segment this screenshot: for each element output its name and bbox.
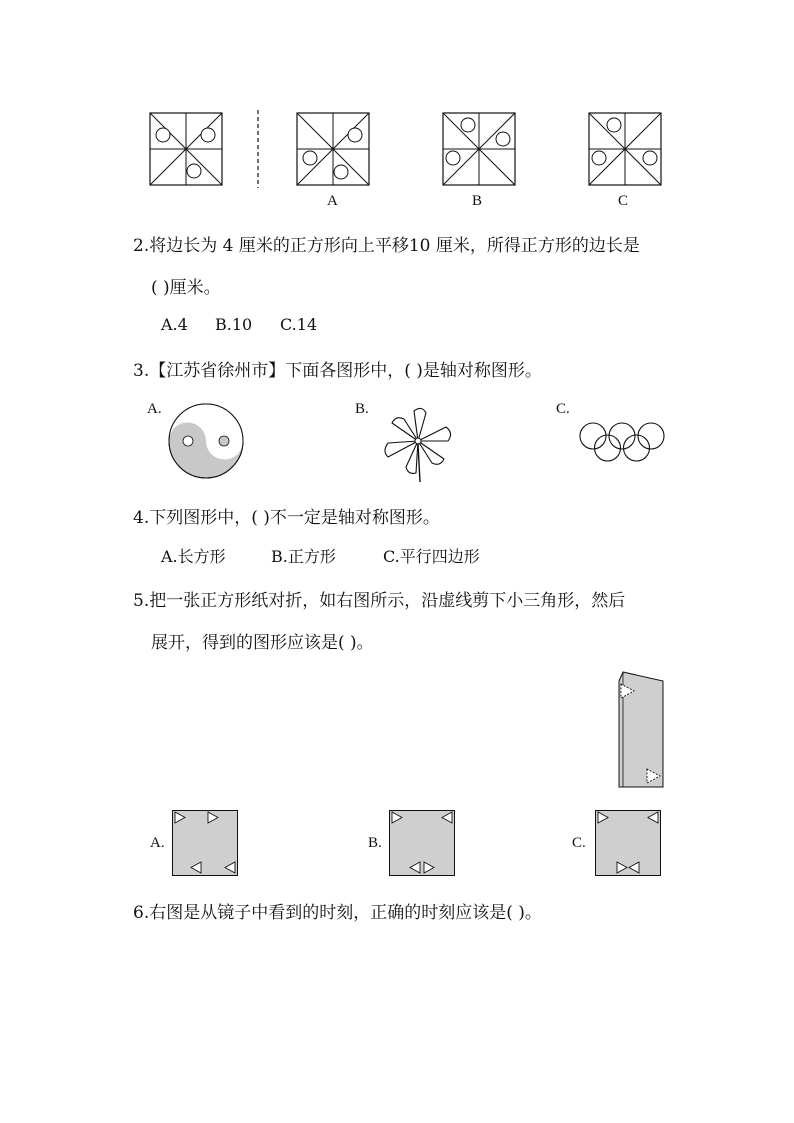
q5-option-b-label[interactable]: B.: [368, 835, 382, 851]
olympic-rings-icon: [578, 420, 666, 464]
q5-option-b-figure: [389, 810, 455, 876]
q3-option-b-label[interactable]: B.: [355, 401, 369, 417]
q2-option-a[interactable]: A.4: [161, 315, 188, 334]
yin-yang-icon: [168, 403, 244, 479]
q4-option-a[interactable]: A.长方形: [161, 547, 226, 566]
q4-option-c[interactable]: C.平行四边形: [383, 547, 480, 566]
q1-option-a-square: [297, 113, 369, 185]
q5-option-c-label[interactable]: C.: [572, 835, 586, 851]
q5-option-a-figure: [172, 810, 238, 876]
q1-original-square: [150, 113, 222, 185]
q2-option-c[interactable]: C.14: [280, 315, 318, 334]
q5-question-line1: 5.把一张正方形纸对折，如右图所示，沿虚线剪下小三角形，然后: [133, 591, 626, 611]
q1-option-a-label: A: [327, 193, 338, 209]
q1-option-b-label: B: [472, 193, 483, 209]
q5-option-c-figure: [595, 810, 661, 876]
q6-question-line1: 6.右图是从镜子中看到的时刻，正确的时刻应该是( )。: [133, 903, 542, 923]
q5-option-a-label[interactable]: A.: [150, 835, 165, 851]
q1-option-c-square: [589, 113, 661, 185]
q2-option-b[interactable]: B.10: [215, 315, 253, 334]
q1-option-b-square: [443, 113, 515, 185]
q5-question-line2: 展开，得到的图形应该是( )。: [151, 633, 374, 653]
q2-question-line2: ( )厘米。: [151, 278, 221, 298]
mirror-dashed-line: [256, 110, 260, 188]
q4-option-b[interactable]: B.正方形: [271, 547, 336, 566]
q3-option-a-label[interactable]: A.: [147, 401, 162, 417]
q4-question-line1: 4.下列图形中，( )不一定是轴对称图形。: [133, 508, 440, 528]
q3-question-line1: 3.【江苏省徐州市】下面各图形中，( )是轴对称图形。: [133, 361, 542, 381]
q2-question-line1: 2.将边长为 4 厘米的正方形向上平移10 厘米，所得正方形的边长是: [133, 236, 640, 256]
q3-option-c-label[interactable]: C.: [556, 401, 570, 417]
pinwheel-icon: [378, 403, 458, 483]
q1-option-c-label: C: [618, 193, 629, 209]
folded-paper-figure: [617, 671, 665, 789]
